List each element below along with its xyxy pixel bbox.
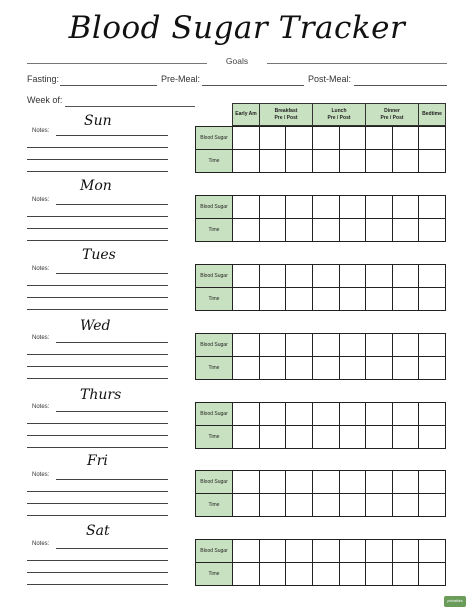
header-dinner-label: Dinner <box>384 108 400 115</box>
row-label-time: Time <box>196 494 233 517</box>
goals-label: Goals <box>225 56 249 66</box>
log-cell[interactable] <box>419 403 446 426</box>
log-cell[interactable] <box>392 357 419 380</box>
log-cell[interactable] <box>392 219 419 242</box>
log-cell[interactable] <box>312 196 339 219</box>
log-cell[interactable] <box>392 127 419 150</box>
log-cell[interactable] <box>392 196 419 219</box>
table-row-blood-sugar <box>196 540 446 563</box>
log-cell[interactable] <box>339 540 366 563</box>
log-cell[interactable] <box>286 471 313 494</box>
header-bedtime <box>418 103 446 126</box>
notes-label-tues: Notes: <box>32 266 50 272</box>
log-cell[interactable] <box>286 563 313 586</box>
log-cell[interactable] <box>259 127 286 150</box>
log-cell[interactable] <box>259 334 286 357</box>
row-label-blood-sugar: Blood Sugar <box>196 403 233 426</box>
row-label-time: Time <box>196 150 233 173</box>
log-cell[interactable] <box>233 403 260 426</box>
log-cell[interactable] <box>339 403 366 426</box>
notes-line-thurs-2[interactable] <box>27 423 168 424</box>
log-cell[interactable] <box>259 265 286 288</box>
log-cell[interactable] <box>233 219 260 242</box>
log-cell[interactable] <box>339 127 366 150</box>
post-meal-field[interactable] <box>354 85 447 86</box>
log-cell[interactable] <box>339 426 366 449</box>
log-cell[interactable] <box>286 494 313 517</box>
log-table-thurs <box>195 402 446 449</box>
log-cell[interactable] <box>286 403 313 426</box>
log-cell[interactable] <box>366 150 393 173</box>
notes-line-sat-1[interactable] <box>56 548 168 549</box>
pre-meal-label: Pre-Meal: <box>161 74 201 84</box>
week-label: Week of: <box>27 95 63 105</box>
notes-line-mon-1[interactable] <box>56 204 168 205</box>
header-breakfast <box>259 103 313 126</box>
notes-line-sun-2[interactable] <box>27 147 168 148</box>
log-cell[interactable] <box>312 288 339 311</box>
notes-line-wed-4[interactable] <box>27 378 168 379</box>
day-name-sun: Sun <box>84 113 112 129</box>
row-label-time: Time <box>196 288 233 311</box>
week-field[interactable] <box>65 106 195 107</box>
log-cell[interactable] <box>366 426 393 449</box>
log-cell[interactable] <box>259 196 286 219</box>
notes-label-sat: Notes: <box>32 541 50 547</box>
log-cell[interactable] <box>366 219 393 242</box>
log-cell[interactable] <box>419 196 446 219</box>
log-cell[interactable] <box>312 357 339 380</box>
log-cell[interactable] <box>259 150 286 173</box>
log-cell[interactable] <box>286 334 313 357</box>
log-cell[interactable] <box>366 494 393 517</box>
log-cell[interactable] <box>419 288 446 311</box>
log-cell[interactable] <box>259 219 286 242</box>
log-cell[interactable] <box>233 127 260 150</box>
notes-line-wed-1[interactable] <box>56 342 168 343</box>
table-row-blood-sugar <box>196 403 446 426</box>
log-cell[interactable] <box>286 265 313 288</box>
log-cell[interactable] <box>392 265 419 288</box>
log-cell[interactable] <box>366 265 393 288</box>
row-label-blood-sugar: Blood Sugar <box>196 334 233 357</box>
log-cell[interactable] <box>233 150 260 173</box>
notes-label-wed: Notes: <box>32 335 50 341</box>
notes-line-fri-3[interactable] <box>27 503 168 504</box>
page-title: Blood Sugar Tracker <box>68 10 406 46</box>
log-cell[interactable] <box>392 540 419 563</box>
log-cell[interactable] <box>366 563 393 586</box>
notes-line-tues-4[interactable] <box>27 309 168 310</box>
log-cell[interactable] <box>366 357 393 380</box>
day-name-wed: Wed <box>80 318 111 334</box>
notes-label-sun: Notes: <box>32 128 50 134</box>
row-label-blood-sugar: Blood Sugar <box>196 196 233 219</box>
notes-line-sun-3[interactable] <box>27 159 168 160</box>
log-table-mon <box>195 195 446 242</box>
notes-line-thurs-1[interactable] <box>56 411 168 412</box>
table-row-time <box>196 357 446 380</box>
log-cell[interactable] <box>419 127 446 150</box>
log-cell[interactable] <box>392 494 419 517</box>
log-cell[interactable] <box>419 265 446 288</box>
log-cell[interactable] <box>339 265 366 288</box>
notes-label-thurs: Notes: <box>32 404 50 410</box>
notes-line-fri-1[interactable] <box>56 479 168 480</box>
log-cell[interactable] <box>233 540 260 563</box>
log-cell[interactable] <box>259 403 286 426</box>
log-cell[interactable] <box>312 150 339 173</box>
goals-fields <box>27 74 447 88</box>
goals-row <box>27 56 447 68</box>
log-table-sat <box>195 539 446 586</box>
log-cell[interactable] <box>286 196 313 219</box>
log-cell[interactable] <box>259 540 286 563</box>
log-cell[interactable] <box>366 403 393 426</box>
notes-label-mon: Notes: <box>32 197 50 203</box>
header-early-am-label: Early Am <box>235 111 257 118</box>
log-cell[interactable] <box>233 494 260 517</box>
log-cell[interactable] <box>312 403 339 426</box>
row-label-time: Time <box>196 357 233 380</box>
log-cell[interactable] <box>419 334 446 357</box>
row-label-blood-sugar: Blood Sugar <box>196 540 233 563</box>
log-cell[interactable] <box>419 219 446 242</box>
log-table-tues <box>195 264 446 311</box>
notes-line-sat-4[interactable] <box>27 584 168 585</box>
log-cell[interactable] <box>339 563 366 586</box>
log-cell[interactable] <box>286 127 313 150</box>
log-cell[interactable] <box>366 471 393 494</box>
table-row-blood-sugar <box>196 471 446 494</box>
day-name-sat: Sat <box>86 523 110 539</box>
log-cell[interactable] <box>312 540 339 563</box>
table-row-time <box>196 288 446 311</box>
log-cell[interactable] <box>259 563 286 586</box>
log-cell[interactable] <box>312 265 339 288</box>
log-cell[interactable] <box>392 563 419 586</box>
log-cell[interactable] <box>339 219 366 242</box>
log-cell[interactable] <box>233 563 260 586</box>
notes-line-sun-1[interactable] <box>56 135 168 136</box>
log-cell[interactable] <box>259 426 286 449</box>
log-cell[interactable] <box>392 426 419 449</box>
notes-line-sat-3[interactable] <box>27 572 168 573</box>
log-cell[interactable] <box>233 196 260 219</box>
row-label-time: Time <box>196 563 233 586</box>
log-cell[interactable] <box>339 196 366 219</box>
log-cell[interactable] <box>286 426 313 449</box>
log-cell[interactable] <box>419 563 446 586</box>
notes-line-mon-2[interactable] <box>27 216 168 217</box>
pre-meal-field[interactable] <box>202 85 304 86</box>
log-cell[interactable] <box>339 334 366 357</box>
header-dinner-prepost: Pre / Post <box>380 114 404 121</box>
notes-label-fri: Notes: <box>32 472 50 478</box>
notes-line-fri-2[interactable] <box>27 491 168 492</box>
notes-line-mon-3[interactable] <box>27 228 168 229</box>
notes-line-fri-4[interactable] <box>27 515 168 516</box>
row-label-blood-sugar: Blood Sugar <box>196 265 233 288</box>
log-table-wed <box>195 333 446 380</box>
notes-line-thurs-3[interactable] <box>27 435 168 436</box>
table-row-time <box>196 494 446 517</box>
log-cell[interactable] <box>312 563 339 586</box>
log-table-fri <box>195 470 446 517</box>
header-early-am <box>232 103 260 126</box>
log-cell[interactable] <box>419 426 446 449</box>
row-label-time: Time <box>196 219 233 242</box>
week-row <box>27 95 197 109</box>
log-cell[interactable] <box>286 540 313 563</box>
log-cell[interactable] <box>233 265 260 288</box>
notes-line-sun-4[interactable] <box>27 171 168 172</box>
table-row-blood-sugar <box>196 196 446 219</box>
log-cell[interactable] <box>419 540 446 563</box>
log-cell[interactable] <box>233 288 260 311</box>
log-cell[interactable] <box>339 150 366 173</box>
log-cell[interactable] <box>312 127 339 150</box>
day-name-thurs: Thurs <box>80 387 122 403</box>
notes-line-tues-1[interactable] <box>56 273 168 274</box>
header-breakfast-label: Breakfast <box>274 108 298 115</box>
day-name-tues: Tues <box>82 247 116 263</box>
brand-logo: printables <box>444 596 466 607</box>
log-cell[interactable] <box>286 288 313 311</box>
notes-line-wed-2[interactable] <box>27 354 168 355</box>
goals-divider-right <box>267 63 447 64</box>
notes-line-wed-3[interactable] <box>27 366 168 367</box>
log-cell[interactable] <box>339 471 366 494</box>
log-cell[interactable] <box>259 288 286 311</box>
day-name-fri: Fri <box>87 453 108 469</box>
row-label-blood-sugar: Blood Sugar <box>196 127 233 150</box>
log-cell[interactable] <box>312 219 339 242</box>
header-breakfast-prepost: Pre / Post <box>274 114 298 121</box>
notes-line-tues-3[interactable] <box>27 297 168 298</box>
notes-line-thurs-4[interactable] <box>27 447 168 448</box>
fasting-field[interactable] <box>60 85 157 86</box>
log-cell[interactable] <box>392 334 419 357</box>
log-cell[interactable] <box>312 494 339 517</box>
row-label-blood-sugar: Blood Sugar <box>196 471 233 494</box>
day-name-mon: Mon <box>80 178 112 194</box>
notes-line-sat-2[interactable] <box>27 560 168 561</box>
log-cell[interactable] <box>312 334 339 357</box>
header-lunch-prepost: Pre / Post <box>327 114 351 121</box>
table-row-time <box>196 219 446 242</box>
header-lunch <box>312 103 366 126</box>
header-lunch-label: Lunch <box>331 108 347 115</box>
table-row-blood-sugar <box>196 265 446 288</box>
log-cell[interactable] <box>286 357 313 380</box>
log-cell[interactable] <box>366 540 393 563</box>
header-dinner <box>365 103 419 126</box>
log-table-sun <box>195 126 446 173</box>
log-cell[interactable] <box>419 471 446 494</box>
log-cell[interactable] <box>366 127 393 150</box>
log-cell[interactable] <box>339 357 366 380</box>
log-cell[interactable] <box>366 196 393 219</box>
log-cell[interactable] <box>259 357 286 380</box>
log-cell[interactable] <box>233 426 260 449</box>
log-cell[interactable] <box>286 150 313 173</box>
log-cell[interactable] <box>366 288 393 311</box>
header-bedtime-label: Bedtime <box>422 111 442 118</box>
table-row-time <box>196 426 446 449</box>
log-cell[interactable] <box>339 288 366 311</box>
log-cell[interactable] <box>259 471 286 494</box>
post-meal-label: Post-Meal: <box>308 74 352 84</box>
table-row-blood-sugar <box>196 334 446 357</box>
log-cell[interactable] <box>392 150 419 173</box>
table-row-blood-sugar <box>196 127 446 150</box>
log-cell[interactable] <box>366 334 393 357</box>
log-cell[interactable] <box>392 288 419 311</box>
row-label-time: Time <box>196 426 233 449</box>
table-row-time <box>196 150 446 173</box>
log-cell[interactable] <box>312 426 339 449</box>
log-cell[interactable] <box>259 494 286 517</box>
notes-line-mon-4[interactable] <box>27 240 168 241</box>
log-cell[interactable] <box>233 357 260 380</box>
table-row-time <box>196 563 446 586</box>
log-cell[interactable] <box>419 357 446 380</box>
log-cell[interactable] <box>233 471 260 494</box>
log-cell[interactable] <box>419 494 446 517</box>
log-cell[interactable] <box>233 334 260 357</box>
log-cell[interactable] <box>312 471 339 494</box>
log-cell[interactable] <box>286 219 313 242</box>
log-cell[interactable] <box>419 150 446 173</box>
log-cell[interactable] <box>392 403 419 426</box>
notes-line-tues-2[interactable] <box>27 285 168 286</box>
fasting-label: Fasting: <box>27 74 60 84</box>
log-cell[interactable] <box>339 494 366 517</box>
log-cell[interactable] <box>392 471 419 494</box>
